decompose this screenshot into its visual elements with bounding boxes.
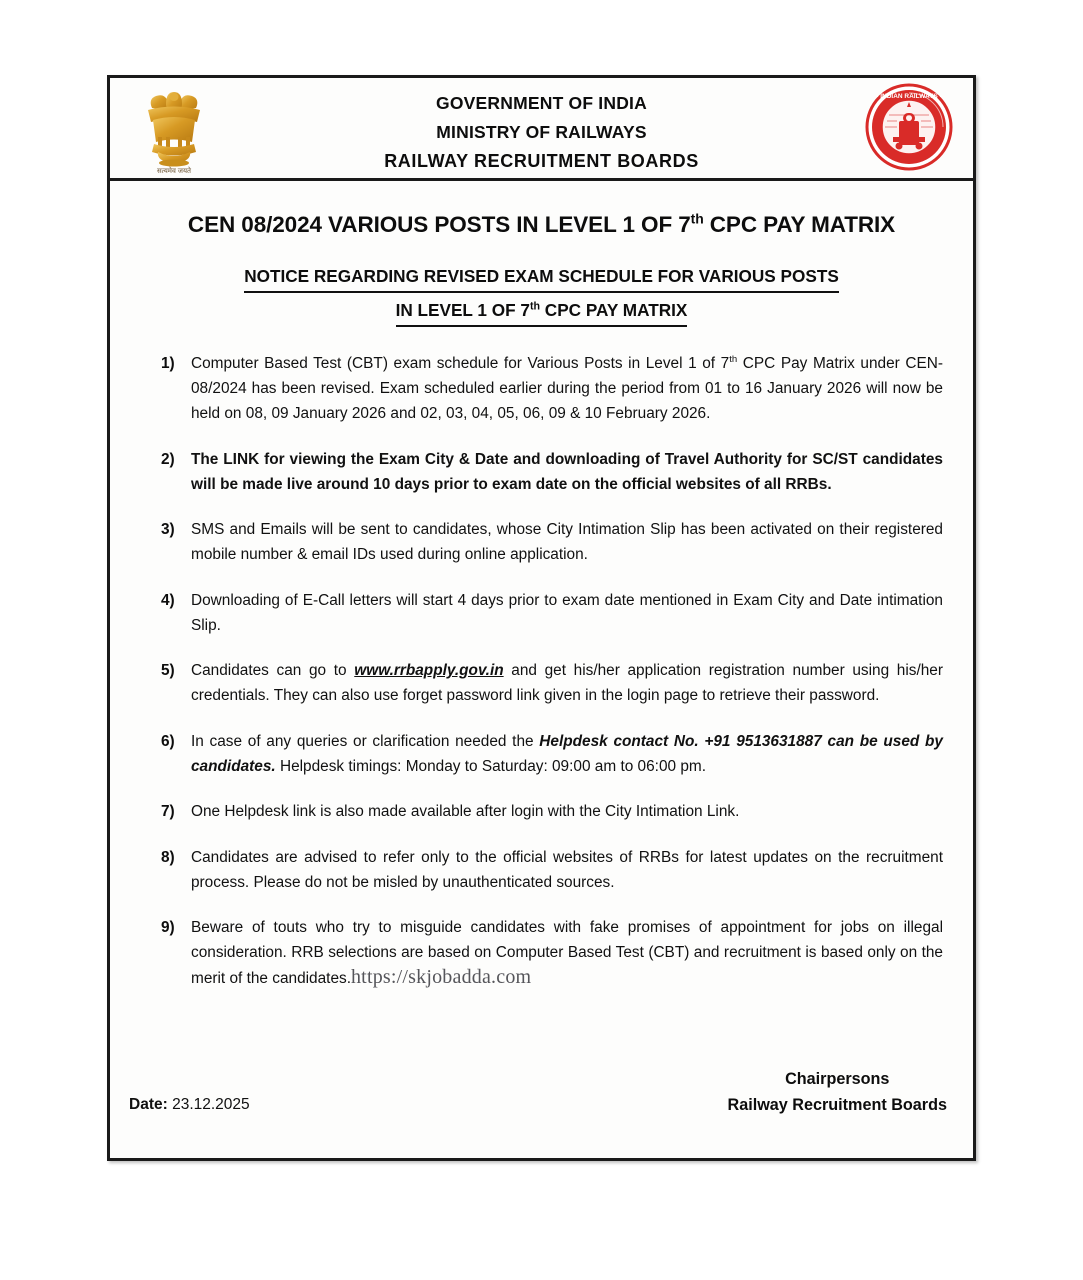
item-number: 4) — [161, 591, 175, 609]
notice-item — [161, 517, 943, 567]
svg-text:• INDIAN RAILWAYS •: • INDIAN RAILWAYS • — [876, 93, 942, 100]
item-number: 7) — [161, 803, 175, 820]
item-number: 8) — [161, 848, 175, 866]
item-number: 1) — [161, 355, 175, 372]
notice-item — [161, 799, 943, 824]
item-text-pre: Candidates can go to — [191, 662, 355, 679]
notice-title-line1: NOTICE REGARDING REVISED EXAM SCHEDULE FOR VARIOUS POSTS — [244, 263, 839, 293]
notice-item — [161, 447, 943, 497]
notice-document — [107, 75, 976, 1161]
item-text-pre: In case of any queries or clarification needed the — [191, 732, 540, 750]
signature-block — [728, 1066, 948, 1118]
notice-item — [161, 351, 943, 426]
cen-title-pre: CEN 08/2024 VARIOUS POSTS IN LEVEL 1 OF 7 — [187, 212, 691, 237]
item-number: 2) — [161, 450, 175, 468]
date-label: Date: — [129, 1096, 168, 1113]
item-text: Candidates are advised to refer only to the official websites of RRBs for latest updates on the recruitment process. Please do not be misled by unauthenticated sources. — [191, 848, 943, 891]
item-text — [191, 351, 943, 426]
signature-chairpersons: Chairpersons — [785, 1070, 890, 1088]
header-line-government: GOVERNMENT OF INDIA — [436, 93, 647, 113]
notice-items-list — [161, 351, 955, 991]
helpdesk-contact-emphasis: Helpdesk contact No. +91 9513631887 can be used by candidates. — [191, 732, 943, 775]
item-text-main: Beware of touts who try to misguide candidates with fake promises of appointment for jobs on illegal consideration. RRB selections are based on Computer Based Test (CBT) and recruitment is based only on the merit of the candidates. — [191, 919, 943, 987]
item-text-sup: th — [729, 353, 738, 365]
notice-title-line2-pre: IN LEVEL 1 OF 7 — [395, 300, 530, 320]
item-text — [191, 658, 943, 708]
notice-item — [161, 845, 943, 895]
header-line-ministry: MINISTRY OF RAILWAYS — [436, 122, 647, 142]
notice-title-line2-sup: th — [529, 300, 540, 313]
emblem-caption: सत्यमेव जयते — [156, 168, 192, 174]
item-text — [191, 915, 943, 991]
item-text: SMS and Emails will be sent to candidates, whose City Intimation Slip has been activated on their registered mobile number & email IDs used during online application. — [191, 521, 943, 563]
item-text-post: and get his/her application registration number using his/her credentials. They can also use forget password link given in the login page to retrieve their password. — [191, 662, 943, 704]
document-footer — [110, 1066, 973, 1132]
item-text-post: Helpdesk timings: Monday to Saturday: 09:00 am to 06:00 pm. — [275, 757, 707, 775]
notice-item — [161, 915, 943, 991]
notice-title-line2 — [396, 297, 688, 327]
notice-title-line2-post: CPC PAY MATRIX — [540, 300, 688, 320]
item-text-pre: Computer Based Test (CBT) exam schedule for Various Posts in Level 1 of 7 — [191, 355, 730, 372]
item-number: 6) — [161, 732, 175, 750]
item-text: One Helpdesk link is also made available after login with the City Intimation Link. — [191, 803, 740, 820]
item-text: Downloading of E-Call letters will start 4 days prior to exam date mentioned in Exam City and Date intimation Slip. — [191, 591, 943, 634]
notice-item — [161, 588, 943, 638]
item-text-post: CPC Pay Matrix under CEN-08/2024 has been revised. Exam scheduled earlier during the period from 01 to 16 January 2026 will now be held on 08, 09 January 2026 and 02, 03, 04, 05, 06, 09 & 10 February 2026. — [191, 355, 943, 422]
notice-title — [110, 263, 973, 327]
date-value: 23.12.2025 — [172, 1096, 250, 1113]
item-text: The LINK for viewing the Exam City & Date and downloading of Travel Authority for SC/ST candidates will be made live around 10 days prior to exam date on the official websites of all RRBs. — [191, 450, 943, 493]
notice-item — [161, 658, 943, 708]
signature-boards: Railway Recruitment Boards — [727, 1096, 947, 1114]
item-number: 5) — [161, 662, 175, 679]
item-number: 9) — [161, 919, 175, 936]
document-header — [110, 78, 973, 181]
cen-title-sup: th — [690, 210, 704, 227]
item-text — [191, 729, 943, 779]
rrbapply-website-link[interactable]: www.rrbapply.gov.in — [354, 662, 504, 679]
issue-date — [129, 1092, 250, 1118]
notice-item — [161, 729, 943, 779]
cen-title — [110, 212, 973, 238]
header-title-block — [110, 89, 973, 176]
site-watermark: https://skjobadda.com — [350, 966, 532, 988]
cen-title-post: CPC PAY MATRIX — [703, 212, 896, 237]
item-number: 3) — [161, 521, 175, 538]
header-line-boards: RAILWAY RECRUITMENT BOARDS — [384, 151, 699, 171]
